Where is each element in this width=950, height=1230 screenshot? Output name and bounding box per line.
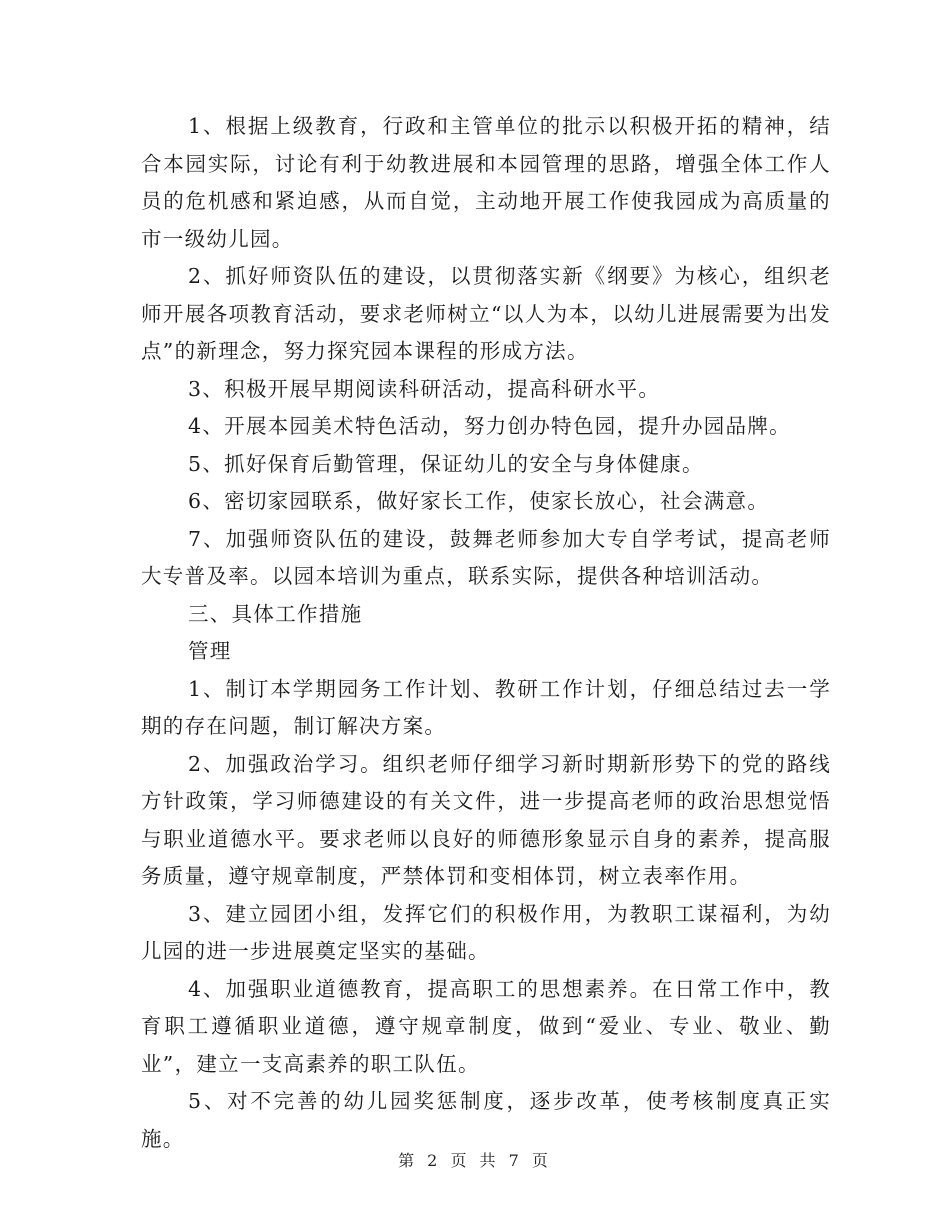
paragraph-measure-4: 4、加强职业道德教育，提高职工的思想素养。在日常工作中，教育职工遵循职业道德，遵守规章制度，做到“爱业、专业、敬业、勤业”，建立一支高素养的职工队伍。 [141, 976, 831, 1076]
paragraph-measure-1: 1、制订本学期园务工作计划、教研工作计划，仔细总结过去一学期的存在问题，制订解决方案。 [141, 676, 831, 738]
paragraph-goal-7: 7、加强师资队伍的建设，鼓舞老师参加大专自学考试，提高老师大专普及率。以园本培训为重点，联系实际，提供各种培训活动。 [141, 526, 831, 588]
paragraph-goal-4: 4、开展本园美术特色活动，努力创办特色园，提升办园品牌。 [188, 414, 791, 438]
document-body [141, 108, 831, 1158]
paragraph-goal-2: 2、抓好师资队伍的建设，以贯彻落实新《纲要》为核心，组织老师开展各项教育活动，要求老师树立“以人为本，以幼儿进展需要为出发点”的新理念，努力探究园本课程的形成方法。 [141, 264, 831, 363]
paragraph-measure-2: 2、加强政治学习。组织老师仔细学习新时期新形势下的党的路线方针政策，学习师德建设的有关文件，进一步提高老师的政治思想觉悟与职业道德水平。要求老师以良好的师德形象显示自身的素养，提高服务质量，遵守规章制度，严禁体罚和变相体罚，树立表率作用。 [141, 751, 831, 888]
paragraph-goal-1: 1、根据上级教育，行政和主管单位的批示以积极开拓的精神，结合本园实际，讨论有利于幼教进展和本园管理的思路，增强全体工作人员的危机感和紧迫感，从而自觉，主动地开展工作使我园成为高质量的市一级幼儿园。 [141, 114, 831, 251]
paragraph-goal-3: 3、积极开展早期阅读科研活动，提高科研水平。 [188, 376, 661, 401]
paragraph-measure-5: 5、对不完善的幼儿园奖惩制度，逐步改革，使考核制度真正实施。 [141, 1089, 831, 1151]
paragraph-goal-5: 5、抓好保育后勤管理，保证幼儿的安全与身体健康。 [188, 451, 704, 476]
subsection-heading-management: 管理 [188, 639, 232, 663]
section-heading-measures: 三、具体工作措施 [188, 601, 363, 626]
page-number-footer: 第 2 页 共 7 页 [398, 1151, 552, 1170]
paragraph-measure-3: 3、建立园团小组，发挥它们的积极作用，为教职工谋福利，为幼儿园的进一步进展奠定坚实的基础。 [141, 901, 831, 963]
paragraph-goal-6: 6、密切家园联系，做好家长工作，使家长放心，社会满意。 [188, 489, 770, 513]
